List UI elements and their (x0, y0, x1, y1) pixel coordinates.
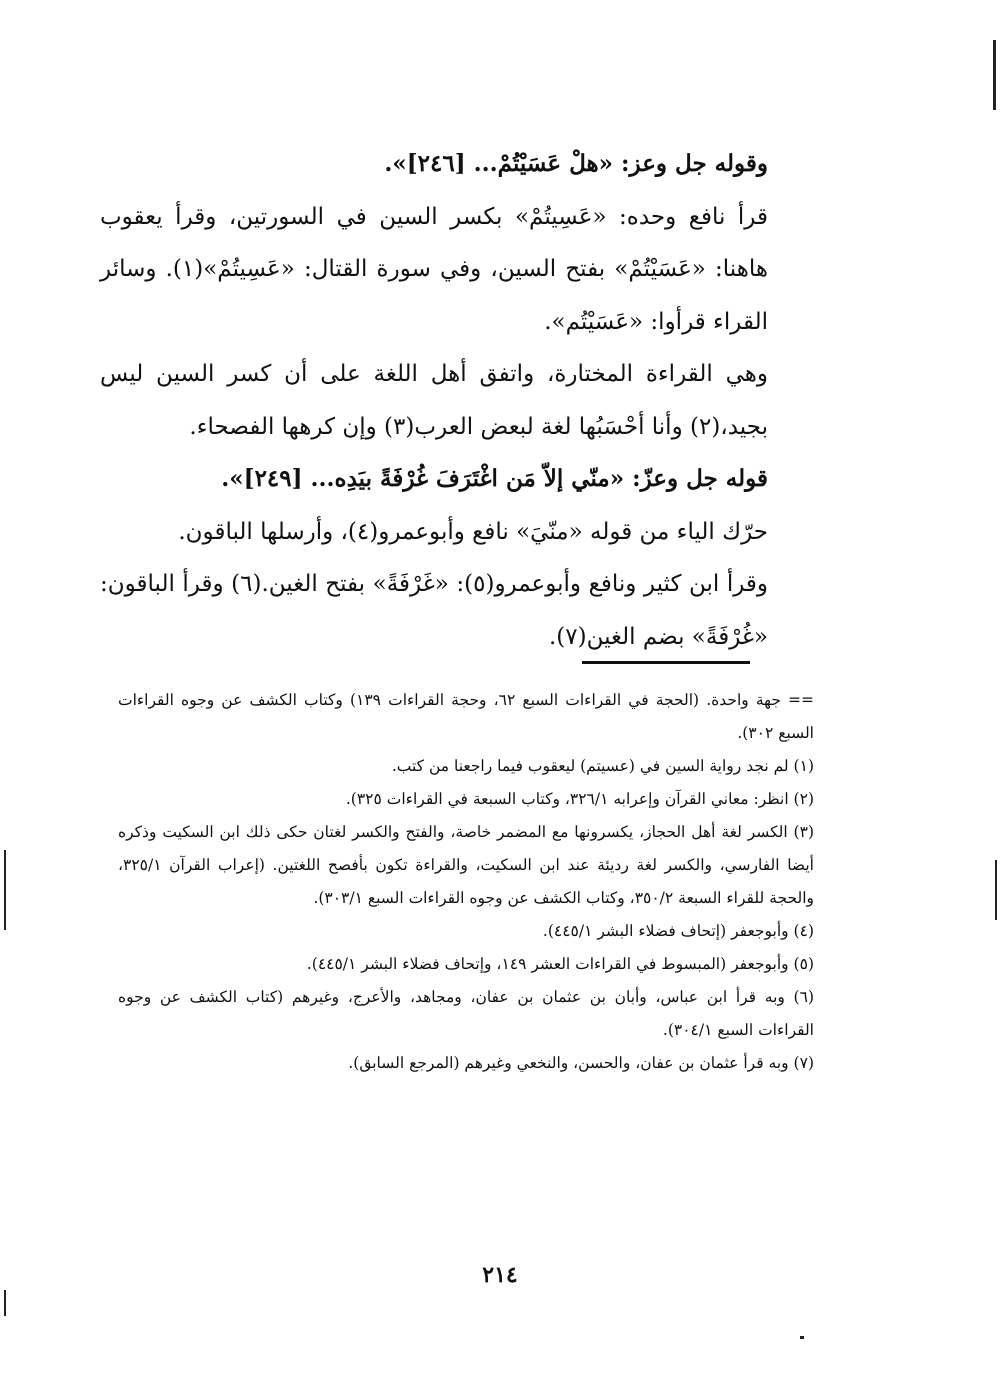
paragraph-asaytum-readings: قرأ نافع وحده: «عَسِيتُمْ» بكسر السين في السورتين، وقرأ يعقوب هاهنا: «عَسَيْتُمْ» بفتح السين، وفي سورة القتال: «عَسِيتُمْ»(١). وسائر القراء قرأوا: «عَسَيْتُم». (100, 203, 768, 335)
scan-edge-mark (4, 850, 6, 930)
page-number: ٢١٤ (482, 1262, 518, 1288)
paragraph-minni-reading: حرّك الياء من قوله «منّيَ» نافع وأبوعمرو(٤)، وأرسلها الباقون. (178, 518, 768, 545)
footnote-1: (١) لم نجد رواية السين في (عسيتم) ليعقوب فيما راجعنا من كتب. (391, 757, 814, 775)
main-text-body (100, 138, 814, 663)
scan-edge-mark (995, 860, 997, 920)
scan-dot (800, 1336, 804, 1339)
footnote-6: (٦) وبه قرأ ابن عباس، وأبان بن عثمان بن عفان، ومجاهد، والأعرج، وغيرهم (كتاب الكشف عن وجوه القراءات السبع ٣٠٤/١). (118, 988, 814, 1039)
footnote-4: (٤) وأبوجعفر (إتحاف فضلاء البشر ٤٤٥/١). (542, 922, 814, 940)
paragraph-ghurfa-readings: وقرأ ابن كثير ونافع وأبوعمرو(٥): «غَرْفَةً» بفتح الغين.(٦) وقرأ الباقون: «غُرْفَةً» بضم الغين(٧). (100, 571, 768, 650)
verse-heading-246: وقوله جل وعز: «هلْ عَسَيْتُمْ... [٢٤٦]». (384, 150, 768, 177)
footnote-divider (582, 661, 750, 664)
scan-edge-mark (993, 40, 996, 110)
scan-edge-mark (4, 1290, 6, 1316)
footnotes-section (118, 684, 814, 1080)
footnote-5: (٥) وأبوجعفر (المبسوط في القراءات العشر ١٤٩، وإتحاف فضلاء البشر ٤٤٥/١). (306, 955, 814, 973)
footnote-continued: == جهة واحدة. (الحجة في القراءات السبع ٦٢، وحجة القراءات ١٣٩) وكتاب الكشف عن وجوه القراءات السبع ٣٠٢). (118, 691, 814, 742)
paragraph-preferred-reading: وهي القراءة المختارة، واتفق أهل اللغة على أن كسر السين ليس بجيد،(٢) وأنا أحْسَبُها لغة لبعض العرب(٣) وإن كرهها الفصحاء. (100, 361, 768, 440)
footnote-7: (٧) وبه قرأ عثمان بن عفان، والحسن، والنخعي وغيرهم (المرجع السابق). (348, 1054, 814, 1072)
footnote-2: (٢) انظر: معاني القرآن وإعرابه ٣٢٦/١، وكتاب السبعة في القراءات ٣٢٥). (345, 790, 814, 808)
verse-heading-249: قوله جل وعزّ: «منّي إلاّ مَن اغْتَرَفَ غُرْفَةً بيَدِه... [٢٤٩]». (221, 465, 768, 492)
footnote-3: (٣) الكسر لغة أهل الحجاز، يكسرونها مع المضمر خاصة، والفتح والكسر لغتان حكى ذلك ابن السكيت وذكره أيضا الفارسي، والكسر لغة رديئة عند ابن السكيت، والقراءة تكون بأفصح اللغتين. (إعراب القرآن ٣٢٥/١، والحجة للقراء السبعة ٣٥٠/٢، وكتاب الكشف عن وجوه القراءات السبع ٣٠٣/١). (118, 823, 814, 907)
